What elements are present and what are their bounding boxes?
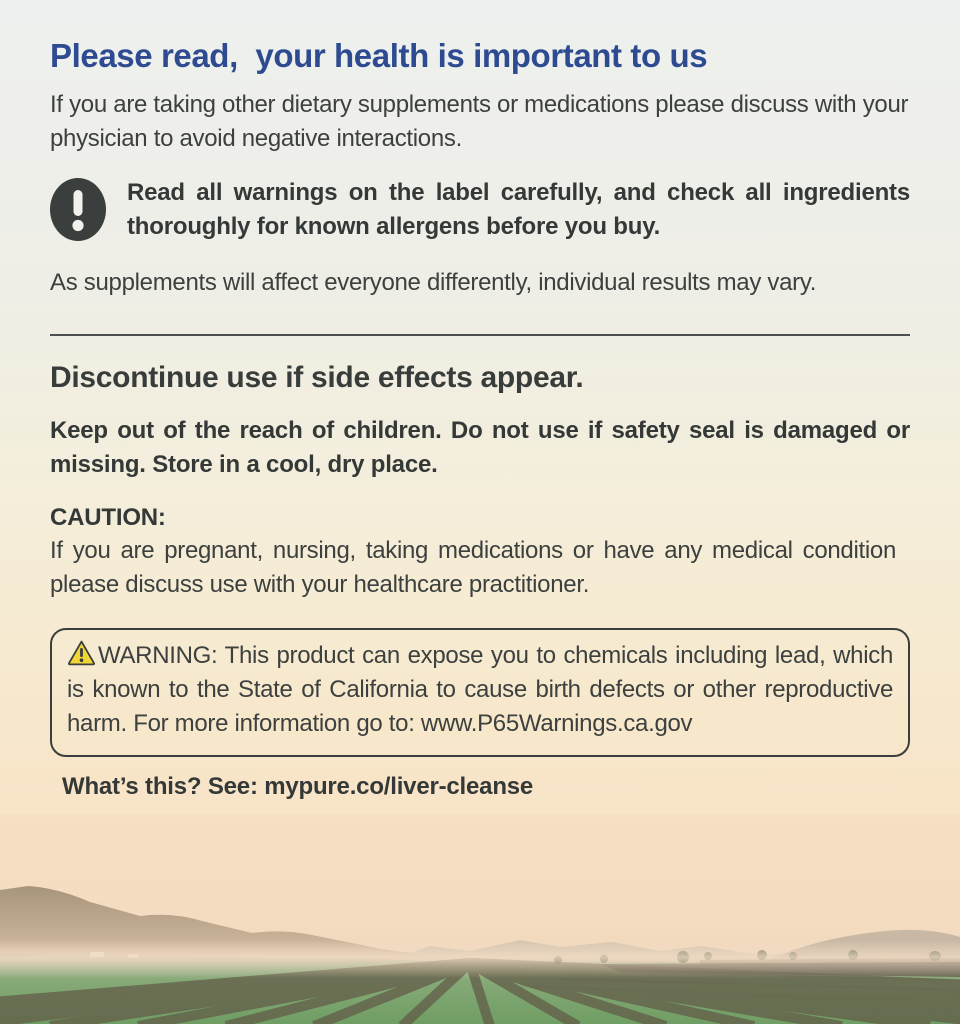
intro-paragraph: If you are taking other dietary supplements or medications please discuss with your physician to avoid negative interactions. — [50, 90, 909, 152]
results-note: As supplements will affect everyone differently, individual results may vary. — [50, 268, 817, 296]
prop65-warning-box — [50, 628, 910, 756]
discontinue-heading: Discontinue use if side effects appear. — [50, 360, 584, 394]
storage-warning: Keep out of the reach of children. Do not use if safety seal is damaged or missing. Store in a cool, dry place. — [50, 416, 910, 479]
warning-triangle-icon — [67, 639, 96, 666]
farm-field-photo — [0, 814, 960, 1024]
alert-text: Read all warnings on the label carefully, and check all ingredients thoroughly for known allergens before you buy. — [127, 178, 910, 240]
alert-row — [50, 176, 910, 244]
caution-label: CAUTION: — [50, 504, 166, 532]
prop65-text: This product can expose you to chemicals including lead, which is known to the State of California to cause birth defects or other reproductive harm. For more information go to: www.P65Warnings.ca.gov — [67, 642, 893, 738]
prop65-label: WARNING: — [98, 642, 218, 670]
whats-this-note: What’s this? See: mypure.co/liver-cleanse — [62, 772, 534, 800]
page-title: Please read, your health is important to us — [50, 37, 708, 74]
exclamation-circle-icon — [50, 178, 106, 241]
section-divider — [50, 334, 910, 336]
caution-text: If you are pregnant, nursing, taking medications or have any medical condition please discuss use with your healthcare practitioner. — [50, 537, 896, 599]
